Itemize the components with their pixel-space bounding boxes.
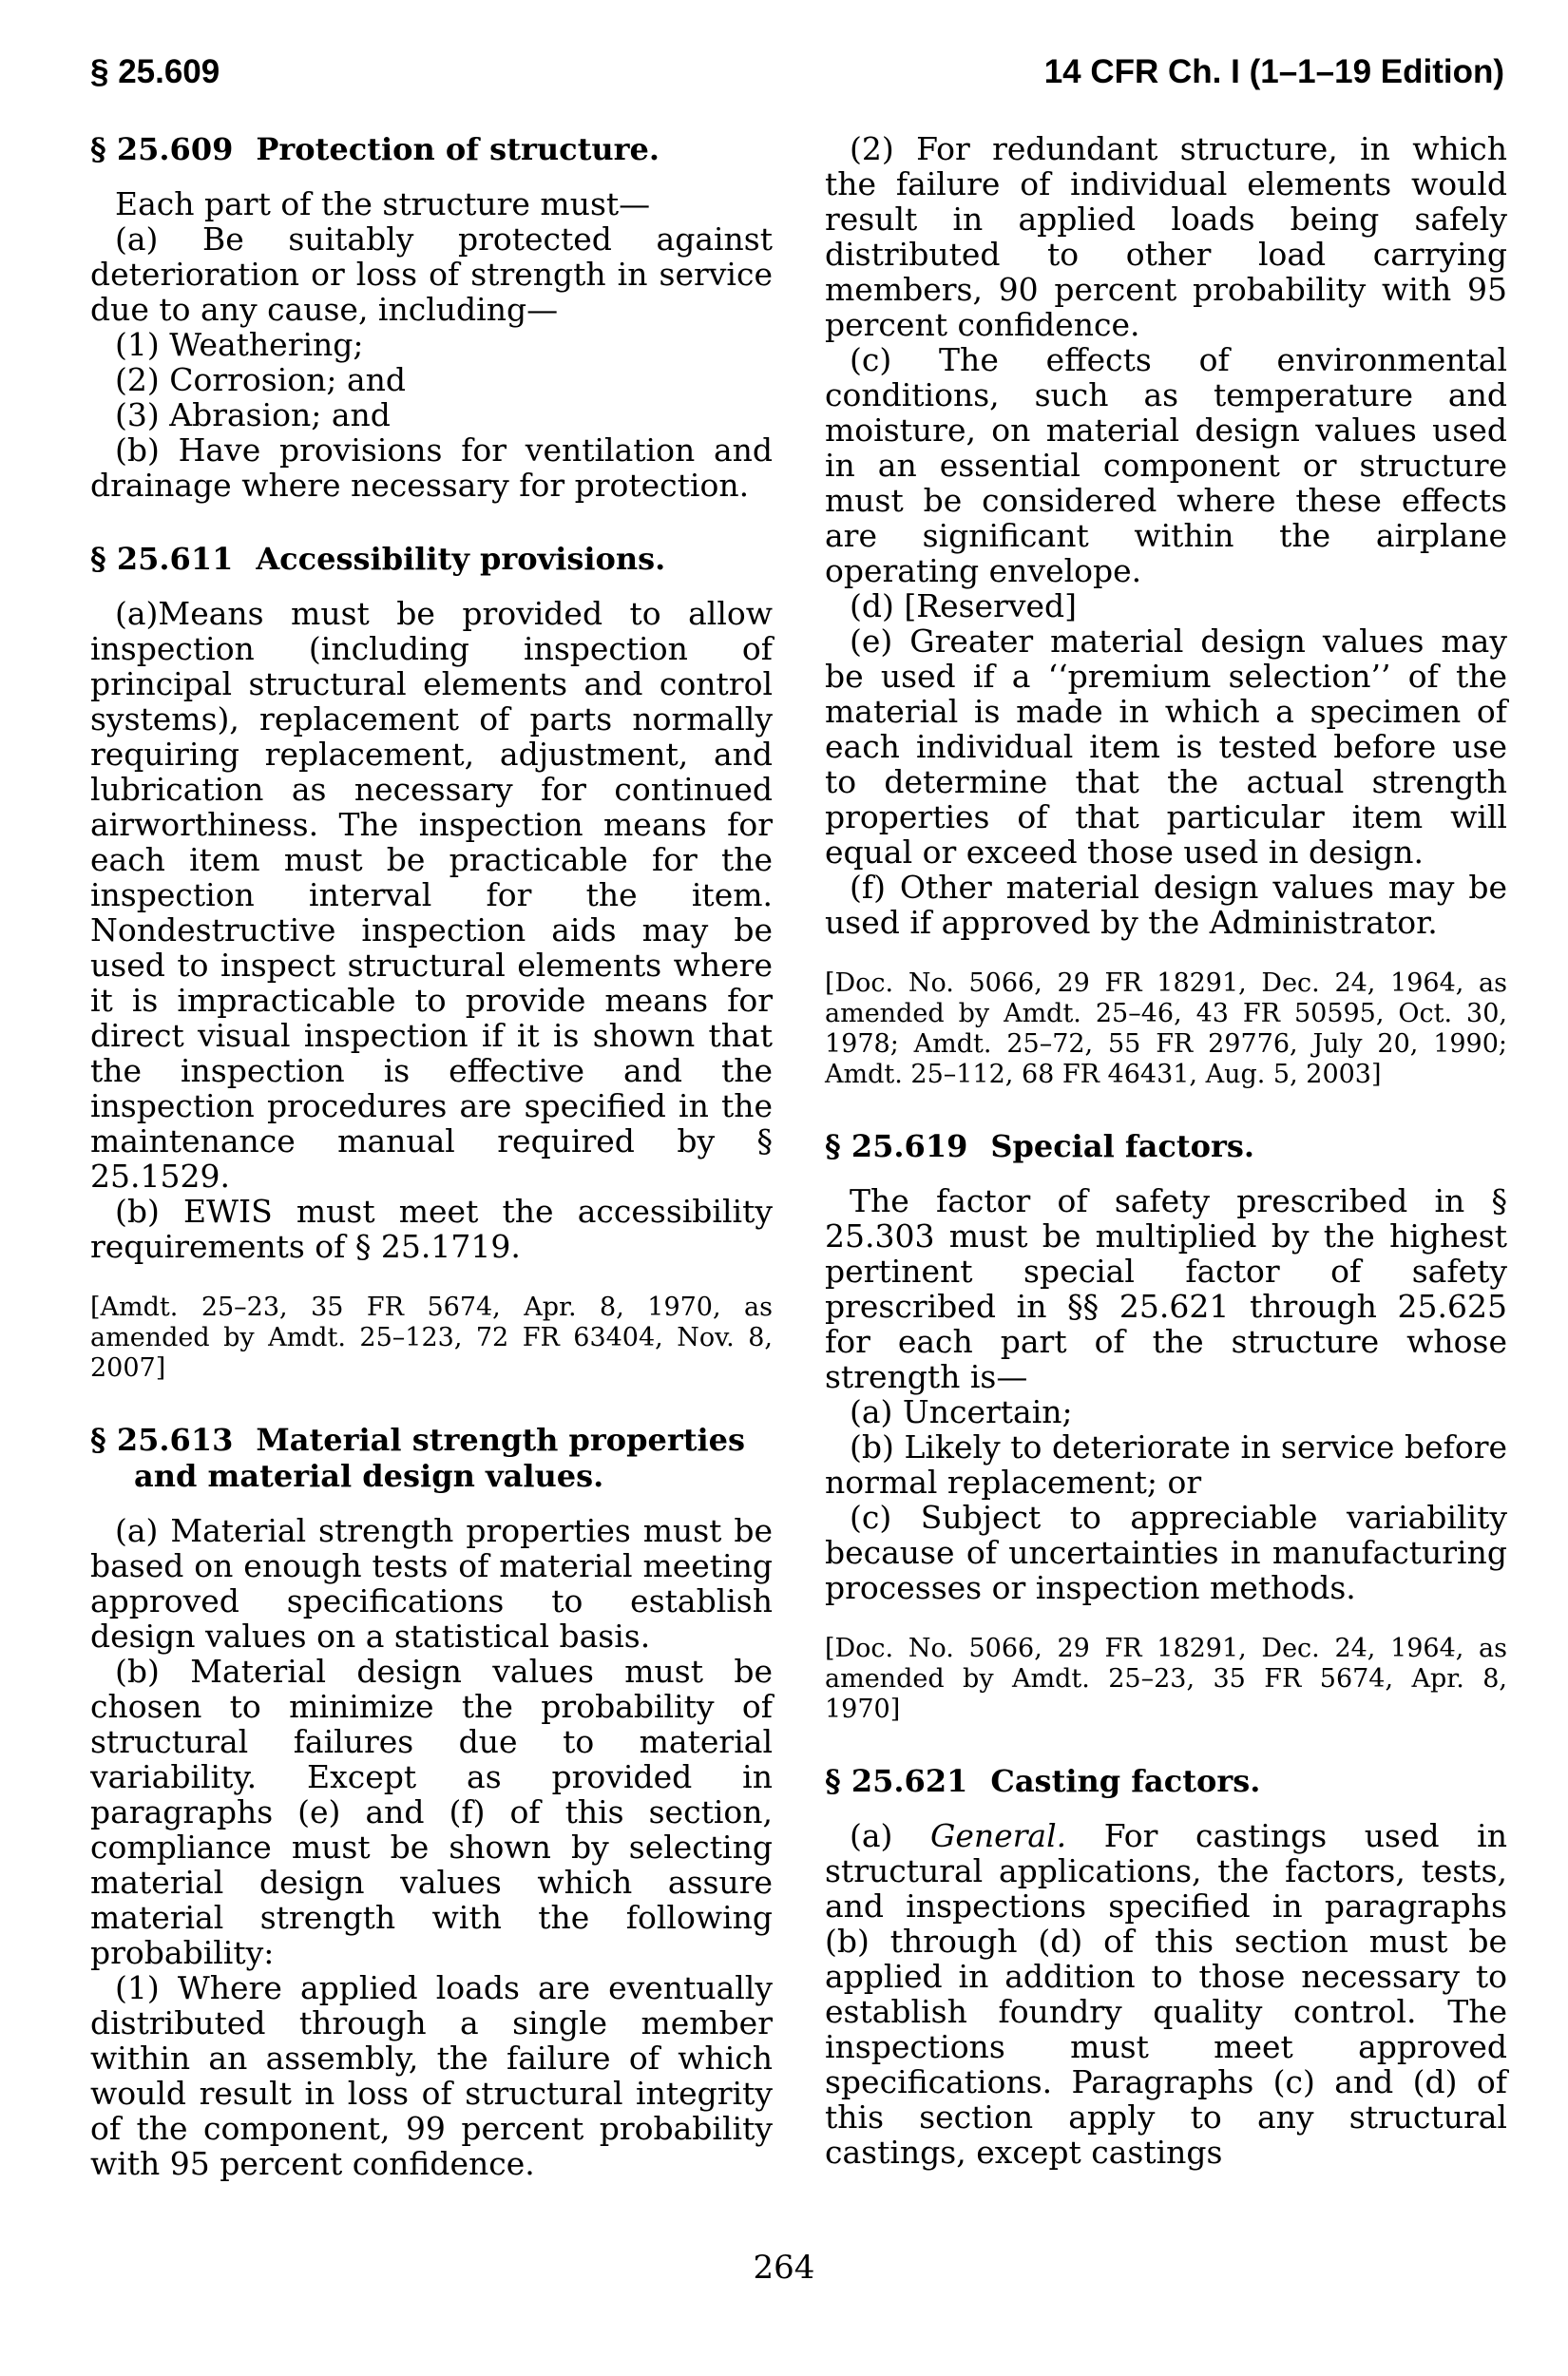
body-paragraph: (1) Where applied loads are eventually distributed through a single member within an assembly, the failure of which would result in loss of structural integrity of the component, 99 percent probability with 95 percent confidence. (90, 1969, 773, 2182)
section-title: Casting factors. (990, 1763, 1261, 1799)
citation: [Amdt. 25–23, 35 FR 5674, Apr. 8, 1970, as amended by Amdt. 25–123, 72 FR 63404, Nov. 8, 2007] (90, 1293, 773, 1383)
body-paragraph: The factor of safety prescribed in § 25.303 must be multiplied by the highest pertinent special factor of safety prescribed in §§ 25.621 through 25.625 for each part of the structure whose strength is— (825, 1182, 1507, 1395)
section-number: § 25.621 (825, 1763, 968, 1799)
running-head-section: § 25.609 (90, 53, 220, 90)
body-paragraph: (c) The effects of environmental conditions, such as temperature and moisture, on material design values used in an essential component or structure must be considered where these effects are significant within the airplane operating envelope. (825, 341, 1507, 589)
section-number: § 25.609 (90, 131, 234, 167)
body-paragraph: Each part of the structure must— (115, 185, 651, 222)
section-title: Protection of structure. (256, 131, 660, 167)
text-run: (a) (850, 1817, 930, 1854)
italic-term: General. (929, 1817, 1067, 1854)
body-paragraph: (b) Material design values must be chosen to minimize the probability of structural failures due to material variability. Except as provided in paragraphs (e) and (f) of this section, compliance must be shown by selecting material design values which assure material strength with the following probability: (90, 1653, 773, 1971)
citation: [Doc. No. 5066, 29 FR 18291, Dec. 24, 1964, as amended by Amdt. 25–46, 43 FR 50595, Oct. 30, 1978; Amdt. 25–72, 55 FR 29776, July 20, 1990; Amdt. 25–112, 68 FR 46431, Aug. 5, 2003] (825, 968, 1507, 1089)
body-paragraph: (f) Other material design values may be used if approved by the Administrator. (825, 869, 1507, 941)
body-paragraph: (a) Be suitably protected against deterioration or loss of strength in service due to any cause, including— (90, 220, 773, 328)
section-title: Material strength properties and material design values. (134, 1422, 746, 1494)
section-number: § 25.619 (825, 1128, 968, 1164)
section-heading (90, 541, 773, 577)
section-number: § 25.613 (90, 1422, 234, 1458)
citation: [Doc. No. 5066, 29 FR 18291, Dec. 24, 1964, as amended by Amdt. 25–23, 35 FR 5674, Apr. 8, 1970] (825, 1634, 1507, 1724)
body-paragraph: (2) Corrosion; and (115, 361, 407, 398)
section-heading (90, 131, 773, 167)
body-paragraph: (1) Weathering; (115, 326, 364, 363)
right-column (825, 131, 1507, 2170)
body-paragraph: (2) For redundant structure, in which the failure of individual elements would result in applied loads being safely distributed to other load carrying members, 90 percent probability with 95 percent confidence. (825, 130, 1507, 343)
page-number: 264 (753, 2249, 815, 2287)
body-paragraph: (a)Means must be provided to allow inspection (including inspection of principal structural elements and control systems), replacement of parts normally requiring replacement, adjustment, and lubrication as necessary for continued airworthiness. The inspection means for each item must be practicable for the inspection interval for the item. Nondestructive inspection aids may be used to inspect structural elements where it is impracticable to provide means for direct visual inspection if it is shown that the inspection is effective and the inspection procedures are specified in the maintenance manual required by § 25.1529. (90, 595, 773, 1195)
body-paragraph: (d) [Reserved] (850, 587, 1078, 624)
section-heading (90, 1422, 773, 1494)
body-paragraph: (b) Have provisions for ventilation and drainage where necessary for protection. (90, 431, 773, 504)
section-title: Special factors. (990, 1128, 1254, 1164)
left-column (90, 131, 773, 2181)
body-paragraph: (c) Subject to appreciable variability because of uncertainties in manufacturing processes or inspection methods. (825, 1499, 1507, 1606)
body-paragraph: (a) Material strength properties must be based on enough tests of material meeting approved specifications to establish design values on a statistical basis. (90, 1512, 773, 1655)
body-paragraph: (b) EWIS must meet the accessibility requirements of § 25.1719. (90, 1193, 773, 1265)
body-paragraph: (a) Uncertain; (850, 1393, 1073, 1430)
section-number: § 25.611 (90, 541, 234, 577)
section-heading (825, 1128, 1507, 1164)
body-paragraph: (b) Likely to deteriorate in service before normal replacement; or (825, 1428, 1507, 1501)
running-head-edition: 14 CFR Ch. I (1–1–19 Edition) (1043, 53, 1504, 90)
body-paragraph: (3) Abrasion; and (115, 396, 391, 433)
text-run: For castings used in structural applications, the factors, tests, and inspections specified in paragraphs (b) through (d) of this section must be applied in addition to those necessary to establish foundry quality control. The inspections must meet approved specifications. Paragraphs (c) and (d) of this section apply to any structural castings, except castings (825, 1817, 1507, 2171)
section-title: Accessibility provisions. (256, 541, 666, 577)
body-paragraph: (e) Greater material design values may be used if a ‘‘premium selection’’ of the material is made in which a specimen of each individual item is tested before use to determine that the actual strength properties of that particular item will equal or exceed those used in design. (825, 623, 1507, 871)
body-paragraph (825, 1818, 1507, 2170)
section-heading (825, 1763, 1507, 1799)
